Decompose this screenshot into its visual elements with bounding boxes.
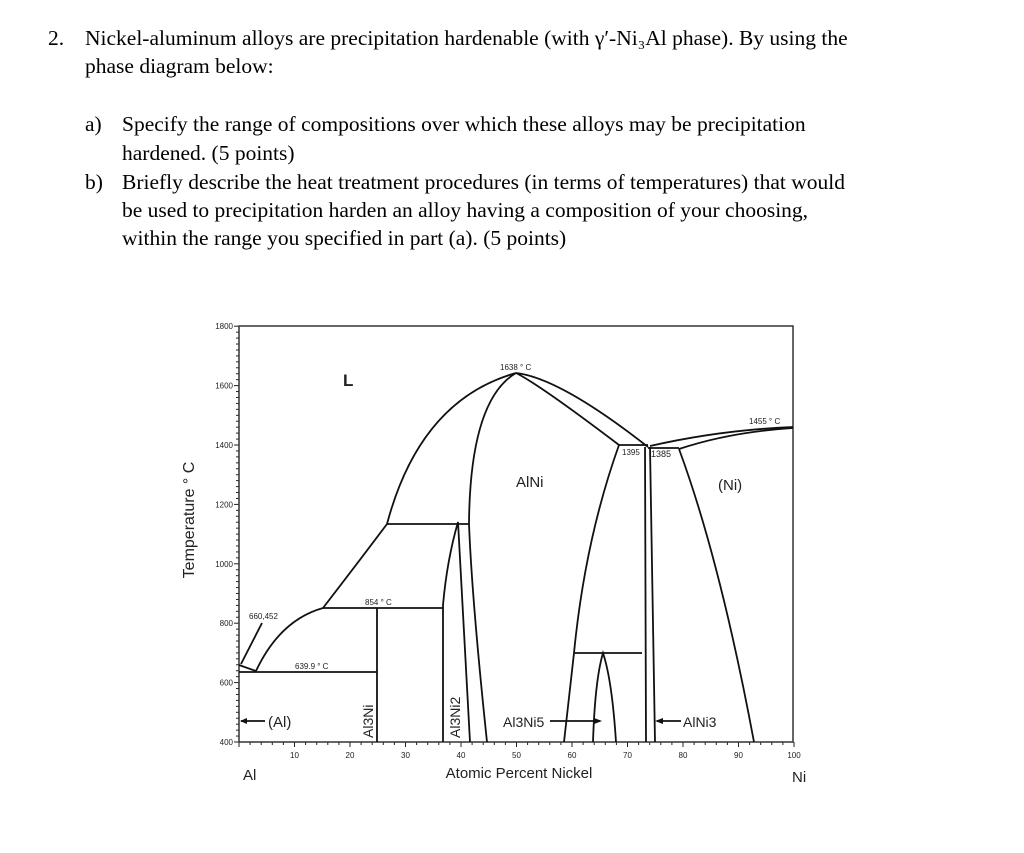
- phase-label-al: (Al): [268, 714, 292, 731]
- annotation-1385: 1385: [651, 449, 672, 459]
- question-line-2: phase diagram below:: [85, 54, 274, 78]
- phase-label-liquid: L: [343, 371, 354, 390]
- alni3-boundaries: [645, 447, 655, 742]
- arrow-head-icon: [594, 718, 602, 724]
- x-tick-label: 60: [567, 751, 577, 760]
- plot-frame: [239, 326, 793, 742]
- y-tick-label: 1400: [215, 441, 233, 450]
- axis-ticks: [234, 326, 794, 747]
- phase-label-ni: (Ni): [718, 477, 743, 494]
- al-element-label: Al: [243, 767, 257, 784]
- phase-label-alni3: AlNi3: [683, 714, 717, 730]
- part-b-line-1: Briefly describe the heat treatment procedures (in terms of temperatures) that would: [122, 170, 845, 194]
- part-b-line-2: be used to precipitation harden an alloy having a composition of your choosing,: [122, 198, 809, 222]
- y-tick-label: 1600: [215, 381, 233, 391]
- arrow-head-icon: [655, 718, 663, 724]
- phase-label-al3ni: Al3Ni: [360, 704, 376, 738]
- ni-element-label: Ni: [792, 769, 807, 786]
- question-number: 2.: [48, 26, 65, 50]
- liquidus-curve: [256, 373, 516, 671]
- phase-label-alni: AlNi: [516, 474, 544, 491]
- part-a-line-1: Specify the range of compositions over which these alloys may be precipitation: [122, 112, 806, 136]
- alni-right-boundary: [564, 445, 619, 742]
- annotation-639: 639.9 ° C: [295, 662, 329, 671]
- ni-solvus: [679, 449, 754, 742]
- y-axis-label: Temperature ° C: [181, 461, 198, 579]
- melting-leader-line: [241, 623, 262, 664]
- y-tick-label: 1800: [215, 322, 233, 332]
- y-tick-label: 1200: [215, 500, 233, 510]
- part-a-label: a): [85, 112, 102, 136]
- x-tick-label: 50: [512, 751, 521, 760]
- y-tick-label: 1000: [215, 559, 233, 569]
- x-tick-label: 100: [787, 751, 801, 760]
- x-tick-label: 30: [401, 751, 410, 760]
- annotation-1395: 1395: [622, 448, 640, 457]
- y-tick-label: 400: [219, 738, 233, 747]
- x-tick-label: 40: [456, 751, 466, 760]
- al3ni5-dome: [593, 653, 616, 742]
- part-b-label: b): [85, 170, 103, 194]
- arrow-head-icon: [240, 718, 247, 724]
- annotation-1638: 1638 ° C: [500, 363, 532, 372]
- annotation-854: 854 ° C: [365, 598, 392, 607]
- x-axis-label: Atomic Percent Nickel: [445, 765, 593, 782]
- y-tick-label: 800: [219, 619, 233, 629]
- alni-left-boundary: [469, 373, 516, 742]
- al-liquidus: [239, 665, 256, 671]
- x-tick-label: 90: [734, 751, 743, 760]
- x-tick-label: 70: [623, 751, 632, 760]
- part-a-line-2: hardened. (5 points): [122, 141, 295, 165]
- question-line-1: Nickel-aluminum alloys are precipitation hardenable (with γ′-Ni₃Al phase). By using the: [85, 26, 848, 50]
- alni-solidus-right: [516, 373, 619, 445]
- x-tick-label: 80: [678, 751, 688, 760]
- phase-label-al3ni2: Al3Ni2: [447, 696, 463, 738]
- phase-label-al3ni5: Al3Ni5: [503, 714, 545, 730]
- annotation-1455: 1455 ° C: [749, 417, 781, 426]
- y-tick-label: 600: [219, 678, 233, 688]
- part-b-line-3: within the range you specified in part (a). (5 points): [122, 226, 567, 250]
- x-tick-label: 20: [345, 751, 355, 760]
- x-tick-label: 10: [290, 751, 299, 760]
- annotation-660: 660,452: [249, 612, 278, 621]
